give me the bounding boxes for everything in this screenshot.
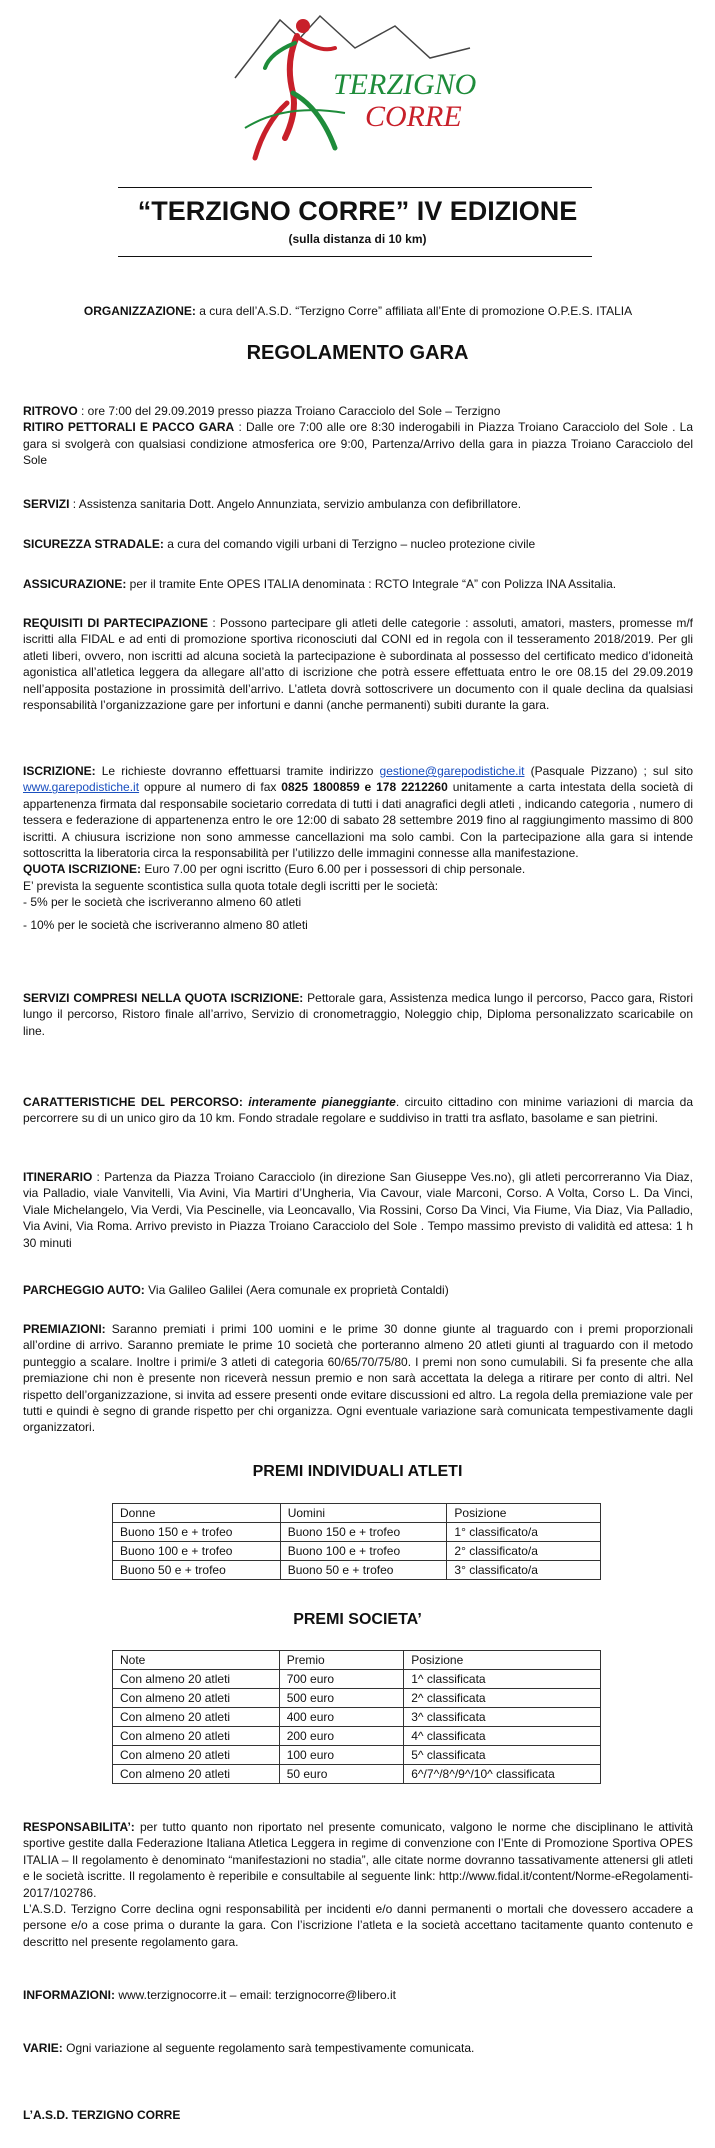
quota-label: QUOTA ISCRIZIONE: [23, 862, 141, 877]
section-iscrizione [23, 763, 693, 933]
premi-individuali-title: PREMI INDIVIDUALI ATLETI [252, 1463, 463, 1480]
responsabilita-text: per tutto quanto non riportato nel presente comunicato, valgono le norme che disciplinano le attività sportive gestite dalla Federazione Italiana Atletica Leggera in regime di convenzione con l’Ente di Promozione Sportiva OPES ITALIA – Il regolamento è denominato “manifestazioni no stadia”, alle citate norme dovranno tassativamente attenersi gli atleti e le società iscritte. Il regolamento è reperibile e consultabile al seguente link: http://www.fidal.it/content/Norme-eRegolamenti-2017/102786. [23, 1820, 693, 1900]
organizzazione-text: a cura dell’A.S.D. “Terzigno Corre” affiliata all’Ente di promozione O.P.E.S. ITALIA [195, 304, 633, 318]
table-cell: Con almeno 20 atleti [113, 1727, 280, 1746]
section-itinerario [23, 1169, 693, 1251]
iscrizione-email-link[interactable]: gestione@garepodistiche.it [379, 764, 525, 778]
table-row [113, 1561, 601, 1580]
table-cell: 1^ classificata [404, 1670, 601, 1689]
logo-text-line1: TERZIGNO [333, 68, 477, 101]
table-cell: 4^ classificata [404, 1727, 601, 1746]
section-informazioni [23, 1987, 693, 2003]
table-cell: 100 euro [279, 1746, 404, 1765]
section-parcheggio [23, 1282, 693, 1298]
table-header-cell: Posizione [404, 1651, 601, 1670]
table-cell: 5^ classificata [404, 1746, 601, 1765]
iscrizione-text-4: unitamente a carta intestata della società di appartenenza firmata dal responsabile societario corredata di tutti i dati anagrafici degli atleti , indicando categoria , numero di tessera e federazione di appartenenza entro le ore 12:00 di sabato 28 settembre 2019 fino al raggiungimento massimo di 800 iscritti. A chiusura iscrizione non sono ammesse cancellazioni ma solo cambi. Con la partecipazione alla gara si intende sottoscritta la liberatoria circa la responsabilità per l’utilizzo delle immagini connesse alla manifestazione. [23, 780, 693, 861]
section-caratteristiche [23, 1094, 693, 1127]
organizzazione-line [23, 303, 693, 319]
table-cell: 500 euro [279, 1689, 404, 1708]
section-responsabilita [23, 1819, 693, 1950]
caratteristiche-italic: interamente pianeggiante [242, 1095, 396, 1109]
itinerario-text: : Partenza da Piazza Troiano Caracciolo (in direzione San Giuseppe Ves.no), gli atleti percorreranno Via Diaz, via Palladio, viale Vanvitelli, Via Avini, Via Martiri d’Ungheria, Via Cavour, viale Marconi, Corso. A Volta, Corso L. Da Vinci, Viale Michelangelo, Via Verdi, Via Pescinelle, via Leoncavallo, Via Rossini, Corso Da Vinci, Via Fiume, Via Diaz, Via Palladio, Via Avini, Via Roma. Arrivo previsto in Piazza Troiano Caracciolo del Sole . Tempo massimo previsto di validità ed attesa: 1 h 30 minuti [23, 1170, 693, 1250]
itinerario-label: ITINERARIO [23, 1170, 93, 1184]
assicurazione-text: per il tramite Ente OPES ITALIA denominata : RCTO Integrale “A” con Polizza INA Assitalia. [126, 577, 617, 591]
table-row [113, 1727, 601, 1746]
section-varie [23, 2040, 693, 2056]
table-row [113, 1542, 601, 1561]
section-requisiti [23, 615, 693, 713]
table-header-cell: Uomini [280, 1504, 447, 1523]
table-cell: 2° classificato/a [447, 1542, 601, 1561]
ritiro-label: RITIRO PETTORALI E PACCO GARA [23, 420, 235, 435]
section-assicurazione [23, 576, 693, 592]
table-cell: Con almeno 20 atleti [113, 1746, 280, 1765]
title-rule-bottom [118, 256, 592, 257]
iscrizione-site-link[interactable]: www.garepodistiche.it [23, 780, 140, 795]
ritiro-text: : Dalle ore 7:00 alle ore 8:30 inderogabili in Piazza Troiano Caracciolo del Sole . La gara si svolgerà con qualsiasi condizione atmosferica ore 9:00, Partenza/Arrivo della gara in piazza Troiano Caracciolo del Sole [23, 420, 694, 468]
sicurezza-text: a cura del comando vigili urbani di Terzigno – nucleo protezione civile [163, 537, 536, 551]
servizi-compresi-label: SERVIZI COMPRESI NELLA QUOTA ISCRIZIONE: [23, 991, 304, 1005]
section-ritrovo [23, 403, 693, 469]
informazioni-text: www.terzignocorre.it – email: terzignocorre@libero.it [115, 1988, 396, 2002]
table-header-row [113, 1504, 601, 1523]
table-cell: Con almeno 20 atleti [113, 1670, 280, 1689]
title-rule-top [118, 187, 592, 188]
table-row [113, 1708, 601, 1727]
section-premiazioni [23, 1321, 693, 1436]
table-cell: Con almeno 20 atleti [113, 1689, 280, 1708]
varie-text: Ogni variazione al seguente regolamento sarà tempestivamente comunicata. [62, 2041, 475, 2055]
table-cell: Buono 150 e + trofeo [113, 1523, 281, 1542]
assicurazione-label: ASSICURAZIONE: [23, 577, 127, 591]
informazioni-label: INFORMAZIONI: [23, 1988, 115, 2002]
table-cell: Buono 100 e + trofeo [113, 1542, 281, 1561]
table-cell: Buono 50 e + trofeo [113, 1561, 281, 1580]
servizi-text: : Assistenza sanitaria Dott. Angelo Annunziata, servizio ambulanza con defibrillatore. [69, 497, 522, 511]
sconto-60: - 5% per le società che iscriveranno almeno 60 atleti [23, 895, 302, 910]
servizi-label: SERVIZI [23, 497, 70, 511]
table-header-cell: Note [113, 1651, 280, 1670]
quota-text: Euro 7.00 per ogni iscritto (Euro 6.00 per i possessori di chip personale. [141, 862, 526, 877]
sconto-80: - 10% per le società che iscriveranno almeno 80 atleti [23, 917, 308, 932]
document-title: “TERZIGNO CORRE” IV EDIZIONE [137, 196, 578, 226]
table-row [113, 1670, 601, 1689]
table-cell: 200 euro [279, 1727, 404, 1746]
signature: L’A.S.D. TERZIGNO CORRE [23, 2108, 181, 2122]
table-cell: 2^ classificata [404, 1689, 601, 1708]
parcheggio-text: Via Galileo Galilei (Aera comunale ex proprietà Contaldi) [144, 1283, 449, 1297]
requisiti-text: : Possono partecipare gli atleti delle categorie : assoluti, amatori, masters, promesse m/f iscritti alla FIDAL e ad enti di promozione sportiva riconosciuti dal CONI ed in regola con il tesseramento 2018/2019. Per gli atleti liberi, ovvero, non iscritti ad alcuna società la partecipazione è subordinata al possesso del certificato medico d’idoneità agonistica all’atletica leggera da allegare all’atto di iscrizione che potrà essere effettuata entro le ore 08.15 del 29.09.2019 nell’apposita postazione in prossimità dell’arrivo. L’atleta dovrà sottoscrivere un documento con il quale declina da qualsiasi responsabilità l’organizzazione gare per infortuni e danni (anche permanenti) subiti durante la gara. [23, 616, 694, 713]
table-header-row [113, 1651, 601, 1670]
caratteristiche-text: . circuito cittadino con minime variazioni di marcia da percorrere su di un unico giro da 10 km. Fondo stradale regolare e suddiviso in tratti tra asflato, basolame e san pietrini. [23, 1095, 693, 1126]
table-row [113, 1746, 601, 1765]
iscrizione-label: ISCRIZIONE: [23, 764, 96, 778]
sicurezza-label: SICUREZZA STRADALE: [23, 537, 164, 551]
table-cell: 700 euro [279, 1670, 404, 1689]
sconti-intro: E’ prevista la seguente scontistica sulla quota totale degli iscritti per le società: [23, 878, 439, 893]
premiazioni-text: Saranno premiati i primi 100 uomini e le prime 30 donne giunte al traguardo con i premi proporzionali all’ordine di arrivo. Saranno premiate le prime 10 società che porteranno almeno 20 atleti giunti al traguardo con il metodo punteggio a scalare. Inoltre i primi/e 3 atleti di categoria 60/65/70/75/80. I premi non sono cumulabili. Si fa presente che alla premiazione chi non è presente non riceverà nessun premio e non sarà accettata la delega a ritirare per conto di altri. Nel rispetto dell’organizzazione, si invita ad essere presenti onde evitare discussioni ed altro. La regola della premiazione vale per tutti e quindi è segno di grande rispetto per chi organizza. Ogni eventuale variazione sarà comunicata tempestivamente dagli organizzatori. [23, 1322, 693, 1435]
iscrizione-text-1: Le richieste dovranno effettuarsi tramite indirizzo [95, 764, 380, 778]
section-sicurezza [23, 536, 693, 552]
premi-societa-table [112, 1650, 601, 1784]
organizzazione-label: ORGANIZZAZIONE: [83, 304, 196, 318]
iscrizione-fax: 0825 1800859 e 178 2212260 [281, 780, 448, 795]
table-row [113, 1689, 601, 1708]
premi-individuali-table [112, 1503, 601, 1580]
responsabilita-text-2: L’A.S.D. Terzigno Corre declina ogni responsabilità per incidenti e/o danni permanenti o mortali che dovessero accadere a persone e/o a cose prima o durante la gara. Con l’iscrizione l’atleta e la società accettano tacitamente quanto contenuto e descritto nel presente regolamento gara. [23, 1902, 693, 1949]
table-cell: Buono 100 e + trofeo [280, 1542, 447, 1561]
requisiti-label: REQUISITI DI PARTECIPAZIONE [23, 616, 208, 630]
ritrovo-label: RITROVO [23, 404, 78, 418]
document-subtitle: (sulla distanza di 10 km) [288, 232, 427, 246]
responsabilita-label: RESPONSABILITA’: [23, 1820, 135, 1834]
ritrovo-text: : ore 7:00 del 29.09.2019 presso piazza Troiano Caracciolo del Sole – Terzigno [77, 404, 501, 418]
parcheggio-label: PARCHEGGIO AUTO: [23, 1283, 145, 1297]
table-cell: 1° classificato/a [447, 1523, 601, 1542]
caratteristiche-label: CARATTERISTICHE DEL PERCORSO: [23, 1095, 243, 1109]
iscrizione-text-3: oppure al numero di fax [139, 780, 282, 795]
logo-text-line2: CORRE [365, 100, 462, 133]
table-cell: 50 euro [279, 1765, 404, 1784]
varie-label: VARIE: [23, 2041, 63, 2055]
terzigno-corre-logo [225, 8, 485, 168]
table-cell: 6^/7^/8^/9^/10^ classificata [404, 1765, 601, 1784]
table-cell: Con almeno 20 atleti [113, 1765, 280, 1784]
table-header-cell: Posizione [447, 1504, 601, 1523]
table-cell: Buono 50 e + trofeo [280, 1561, 447, 1580]
table-cell: 3^ classificata [404, 1708, 601, 1727]
table-cell: Buono 150 e + trofeo [280, 1523, 447, 1542]
section-servizi [23, 496, 693, 512]
regolamento-heading: REGOLAMENTO GARA [246, 342, 469, 364]
table-cell: 3° classificato/a [447, 1561, 601, 1580]
servizi-compresi-text: Pettorale gara, Assistenza medica lungo il percorso, Pacco gara, Ristori lungo il percorso, Ristoro finale all’arrivo, Servizio di cronometraggio, Noleggio chip, Diploma personalizzato scaricabile on line. [23, 991, 694, 1038]
premi-societa-title: PREMI SOCIETA’ [293, 1611, 422, 1628]
premiazioni-label: PREMIAZIONI: [23, 1322, 106, 1336]
iscrizione-text-2: (Pasquale Pizzano) ; sul sito [524, 764, 694, 778]
table-header-cell: Donne [113, 1504, 281, 1523]
table-row [113, 1765, 601, 1784]
table-header-cell: Premio [279, 1651, 404, 1670]
table-cell: 400 euro [279, 1708, 404, 1727]
table-cell: Con almeno 20 atleti [113, 1708, 280, 1727]
section-servizi-compresi [23, 990, 693, 1039]
table-row [113, 1523, 601, 1542]
